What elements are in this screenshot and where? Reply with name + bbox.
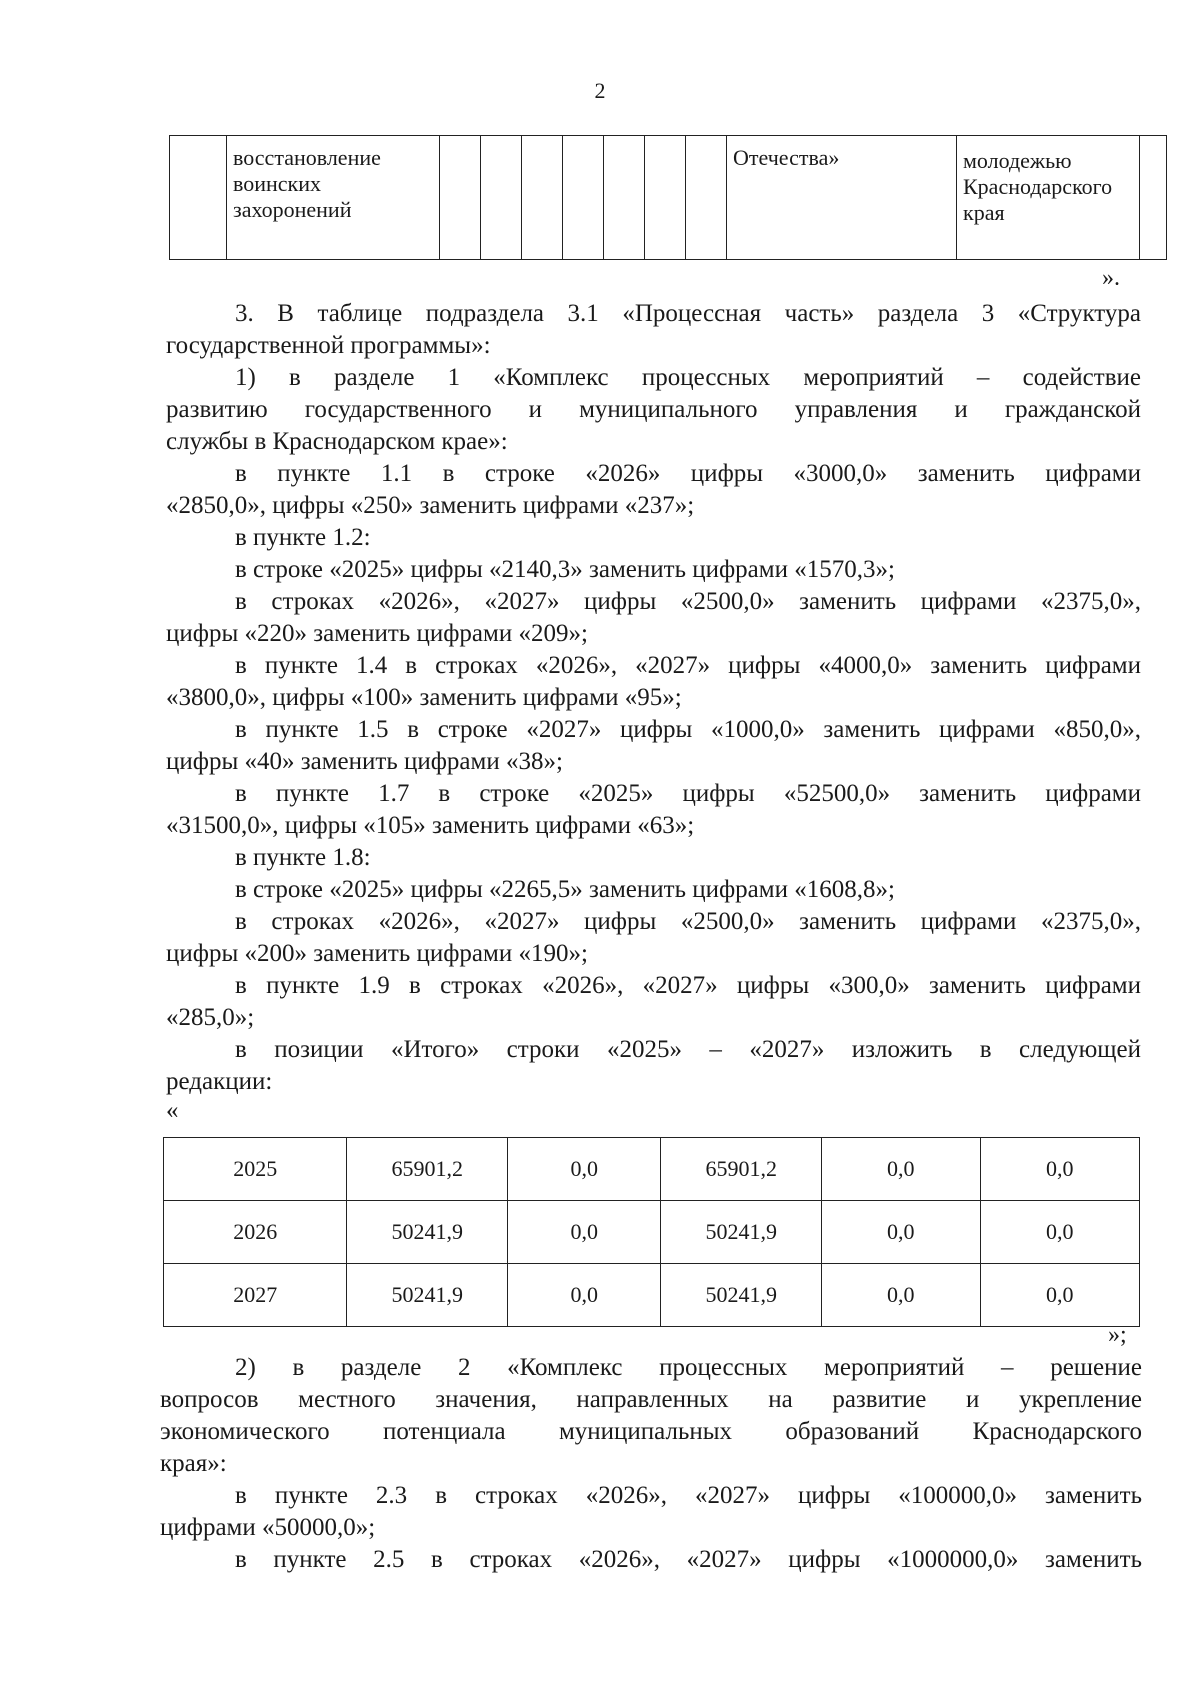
paragraph: в пункте 1.9 в строках «2026», «2027» цифры «300,0» заменить цифрами — [235, 972, 1141, 999]
paragraph: в пункте 2.3 в строках «2026», «2027» цифры «100000,0» заменить — [235, 1482, 1142, 1509]
cell-line: Краснодарского — [963, 174, 1113, 199]
table-cell: 2025 — [164, 1138, 347, 1201]
table-cell — [170, 136, 227, 260]
table-cell — [686, 136, 727, 260]
top-table — [169, 135, 1167, 260]
table-cell: 0,0 — [508, 1264, 661, 1327]
table-cell — [481, 136, 522, 260]
cell-line: края — [963, 200, 1005, 225]
paragraph: в пункте 2.5 в строках «2026», «2027» цифры «1000000,0» заменить — [235, 1546, 1142, 1573]
paragraph: в строке «2025» цифры «2140,3» заменить цифрами «1570,3»; — [235, 556, 895, 583]
paragraph: в строках «2026», «2027» цифры «2500,0» заменить цифрами «2375,0», — [235, 908, 1141, 935]
amendment-text — [166, 298, 1141, 1124]
paragraph: в пункте 1.8: — [235, 844, 371, 871]
paragraph-cont: экономического потенциала муниципальных образований Краснодарского — [160, 1418, 1142, 1445]
paragraph-cont: развитию государственного и муниципального управления и гражданской — [166, 396, 1141, 423]
table-cell: 50241,9 — [661, 1264, 822, 1327]
section-2-text — [160, 1352, 1142, 1576]
table-cell: 65901,2 — [347, 1138, 508, 1201]
table-cell: 50241,9 — [347, 1201, 508, 1264]
table-cell — [727, 136, 957, 260]
table-cell — [1140, 136, 1167, 260]
paragraph: в строке «2025» цифры «2265,5» заменить цифрами «1608,8»; — [235, 876, 895, 903]
table-cell: 0,0 — [508, 1201, 661, 1264]
paragraph: 2) в разделе 2 «Комплекс процессных мероприятий – решение — [235, 1354, 1142, 1381]
table-cell — [957, 136, 1140, 260]
table-cell: 0,0 — [822, 1201, 980, 1264]
table-cell — [440, 136, 481, 260]
cell-line: Отечества» — [733, 145, 840, 170]
table-cell: 0,0 — [980, 1264, 1139, 1327]
paragraph-cont: вопросов местного значения, направленных на развитие и укрепление — [160, 1386, 1142, 1413]
paragraph-cont: государственной программы»: — [166, 332, 491, 359]
paragraph: в позиции «Итого» строки «2025» – «2027» изложить в следующей — [235, 1036, 1141, 1063]
paragraph: в пункте 1.1 в строке «2026» цифры «3000,0» заменить цифрами — [235, 460, 1141, 487]
paragraph-cont: службы в Краснодарском крае»: — [166, 428, 508, 455]
table-row — [164, 1201, 1140, 1264]
table-cell: 0,0 — [980, 1201, 1139, 1264]
table-row — [164, 1264, 1140, 1327]
table-cell: 2026 — [164, 1201, 347, 1264]
itogo-table — [163, 1137, 1140, 1327]
closing-quote: »; — [1108, 1322, 1127, 1348]
paragraph-cont: цифры «220» заменить цифрами «209»; — [166, 620, 588, 647]
cell-line: воинских — [233, 171, 322, 196]
paragraph-cont: «31500,0», цифры «105» заменить цифрами «63»; — [166, 812, 695, 839]
paragraph: в пункте 1.5 в строке «2027» цифры «1000,0» заменить цифрами «850,0», — [235, 716, 1141, 743]
paragraph: в строках «2026», «2027» цифры «2500,0» заменить цифрами «2375,0», — [235, 588, 1141, 615]
cell-line: захоронений — [233, 197, 352, 222]
table-cell — [604, 136, 645, 260]
table-cell: 50241,9 — [661, 1201, 822, 1264]
opening-quote: « — [166, 1097, 179, 1124]
table-cell — [563, 136, 604, 260]
table-cell: 0,0 — [822, 1138, 980, 1201]
table-cell: 0,0 — [822, 1264, 980, 1327]
paragraph: в пункте 1.2: — [235, 524, 371, 551]
table-cell: 65901,2 — [661, 1138, 822, 1201]
paragraph: 3. В таблице подраздела 3.1 «Процессная часть» раздела 3 «Структура — [235, 300, 1141, 327]
paragraph: в пункте 1.7 в строке «2025» цифры «52500,0» заменить цифрами — [235, 780, 1141, 807]
table-cell — [645, 136, 686, 260]
paragraph-cont: «2850,0», цифры «250» заменить цифрами «237»; — [166, 492, 695, 519]
paragraph-cont: «285,0»; — [166, 1004, 255, 1031]
table-cell: 2027 — [164, 1264, 347, 1327]
table-cell: 0,0 — [980, 1138, 1139, 1201]
paragraph-cont: края»: — [160, 1450, 227, 1477]
table-cell: 50241,9 — [347, 1264, 508, 1327]
paragraph-cont: «3800,0», цифры «100» заменить цифрами «95»; — [166, 684, 682, 711]
paragraph-cont: цифрами «50000,0»; — [160, 1514, 376, 1541]
table-cell — [522, 136, 563, 260]
cell-line: молодежью — [963, 148, 1072, 173]
cell-line: восстановление — [233, 145, 381, 170]
paragraph-cont: цифры «200» заменить цифрами «190»; — [166, 940, 588, 967]
table-cell — [227, 136, 440, 260]
closing-quote: ». — [1102, 265, 1120, 291]
paragraph: в пункте 1.4 в строках «2026», «2027» цифры «4000,0» заменить цифрами — [235, 652, 1141, 679]
page-number: 2 — [594, 78, 606, 103]
paragraph-cont: редакции: — [166, 1068, 273, 1095]
table-row — [164, 1138, 1140, 1201]
paragraph-cont: цифры «40» заменить цифрами «38»; — [166, 748, 563, 775]
table-row — [170, 136, 1167, 260]
paragraph: 1) в разделе 1 «Комплекс процессных мероприятий – содействие — [235, 364, 1141, 391]
table-cell: 0,0 — [508, 1138, 661, 1201]
